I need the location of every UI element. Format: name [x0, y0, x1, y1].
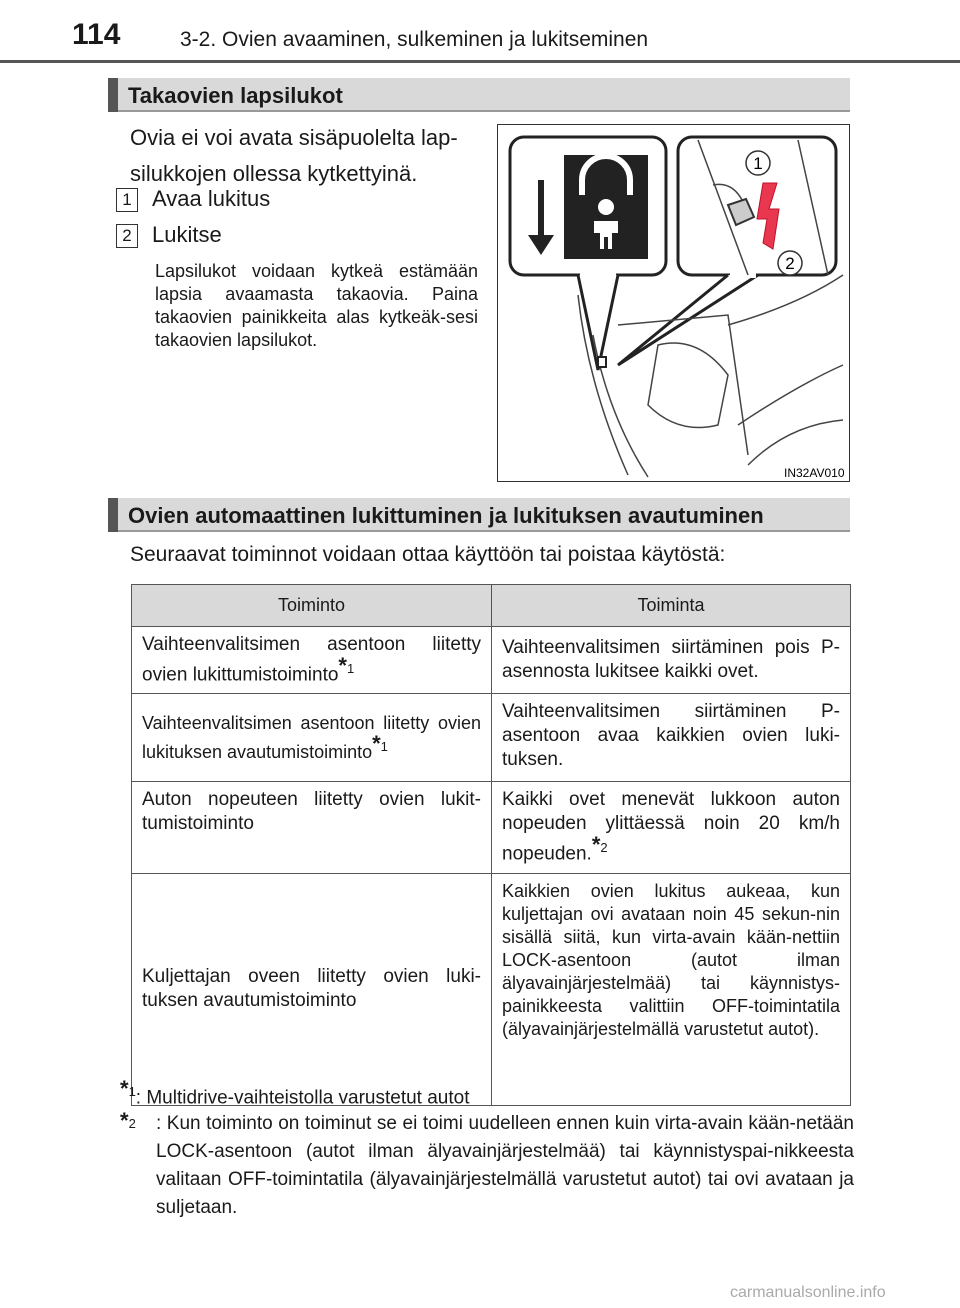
- action-cell: Kaikki ovet menevät lukkoon auton nopeuden ylittäessä noin 20 km/h nopeuden.*$^2$: [492, 782, 851, 873]
- section-heading-auto-lock: [108, 498, 850, 532]
- section-bar: [108, 78, 118, 112]
- item-label: Lukitse: [152, 222, 222, 247]
- section2-intro: Seuraavat toiminnot voidaan ottaa käyttöön tai poistaa käytöstä:: [130, 543, 726, 566]
- list-item: [116, 181, 270, 217]
- figure-code: IN32AV010: [784, 466, 845, 480]
- table-row: [132, 873, 851, 1105]
- list-item: [116, 217, 222, 253]
- table-row: [132, 627, 851, 694]
- door-illustration-svg: [498, 125, 848, 480]
- page-number: 114: [72, 18, 121, 51]
- function-cell: Auton nopeuteen liitetty ovien lukit-tumistoiminto: [132, 782, 492, 873]
- callout-1-label: 1: [753, 154, 763, 173]
- action-cell: Kaikkien ovien lukitus aukeaa, kun kuljettajan ovi avataan noin 45 sekun-nin sisällä siitä, kun virta-avain kään-nettiin LOCK-asentoon (autot ilman älyavainjärjestelmää) tai käynnistys-painikkeesta valittiin OFF-toimintatila (älyavainjärjestelmällä varustetut autot).: [492, 873, 851, 1105]
- table-header-row: [132, 585, 851, 627]
- lock-switch: [598, 357, 606, 367]
- intro-line-2: silukkojen ollessa kytkettyinä.: [130, 161, 418, 186]
- function-cell: Vaihteenvalitsimen asentoon liitetty ovien lukittumistoiminto*$^1$: [132, 627, 492, 694]
- footnote-1: *$^1$: Multidrive-vaihteistolla varustetut autot: [120, 1076, 470, 1109]
- column-header: Toiminto: [132, 585, 492, 627]
- section-bar: [108, 498, 118, 532]
- function-cell: Vaihteenvalitsimen asentoon liitetty ovien lukituksen avautumistoiminto*$^1$: [132, 694, 492, 782]
- item-number-badge: 2: [116, 224, 138, 248]
- chapter-title: 3-2. Ovien avaaminen, sulkeminen ja lukitseminen: [180, 28, 649, 51]
- item-label: Avaa lukitus: [152, 186, 271, 211]
- page-header: [0, 0, 960, 64]
- header-rule: [0, 60, 960, 63]
- footnote-2-text: : Kun toiminto on toiminut se ei toimi uudelleen ennen kuin virta-avain kään-netään LOCK-asentoon (autot ilman älyavainjärjestelmää) tai käynnistyspai-nikkeesta valitaan OFF-toimintatila (älyavainjärjestelmällä varustetut autot) tai ovi avataan ja suljetaan.: [156, 1113, 854, 1218]
- child-lock-note: Lapsilukot voidaan kytkeä estämään lapsia avaamasta takaovia. Paina takaovien painikkeita alas kytkeäk-sesi takaovien lapsilukot.: [155, 261, 478, 350]
- function-table: [131, 584, 851, 1106]
- watermark: carmanualsonline.info: [730, 1284, 886, 1301]
- column-header: Toiminta: [492, 585, 851, 627]
- intro-line-1: Ovia ei voi avata sisäpuolelta lap-: [130, 125, 458, 150]
- table-row: [132, 782, 851, 873]
- action-cell: Vaihteenvalitsimen siirtäminen P-asentoon avaa kaikkien ovien luki-tuksen.: [492, 694, 851, 782]
- action-cell: Vaihteenvalitsimen siirtäminen pois P-asennosta lukitsee kaikki ovet.: [492, 627, 851, 694]
- section-title: Takaovien lapsilukot: [128, 83, 343, 108]
- callout-2-label: 2: [785, 254, 795, 273]
- item-number-badge: 1: [116, 188, 138, 212]
- section-title: Ovien automaattinen lukittuminen ja lukituksen avautuminen: [128, 503, 764, 528]
- function-cell: Kuljettajan oveen liitetty ovien luki-tuksen avautumistoiminto: [132, 873, 492, 1105]
- callout-pointer-right: [618, 275, 758, 365]
- section-heading-child-locks: [108, 78, 850, 112]
- child-lock-illustration: [497, 124, 850, 482]
- footnote-2-marker: *$^2$: [120, 1108, 136, 1133]
- table-row: [132, 694, 851, 782]
